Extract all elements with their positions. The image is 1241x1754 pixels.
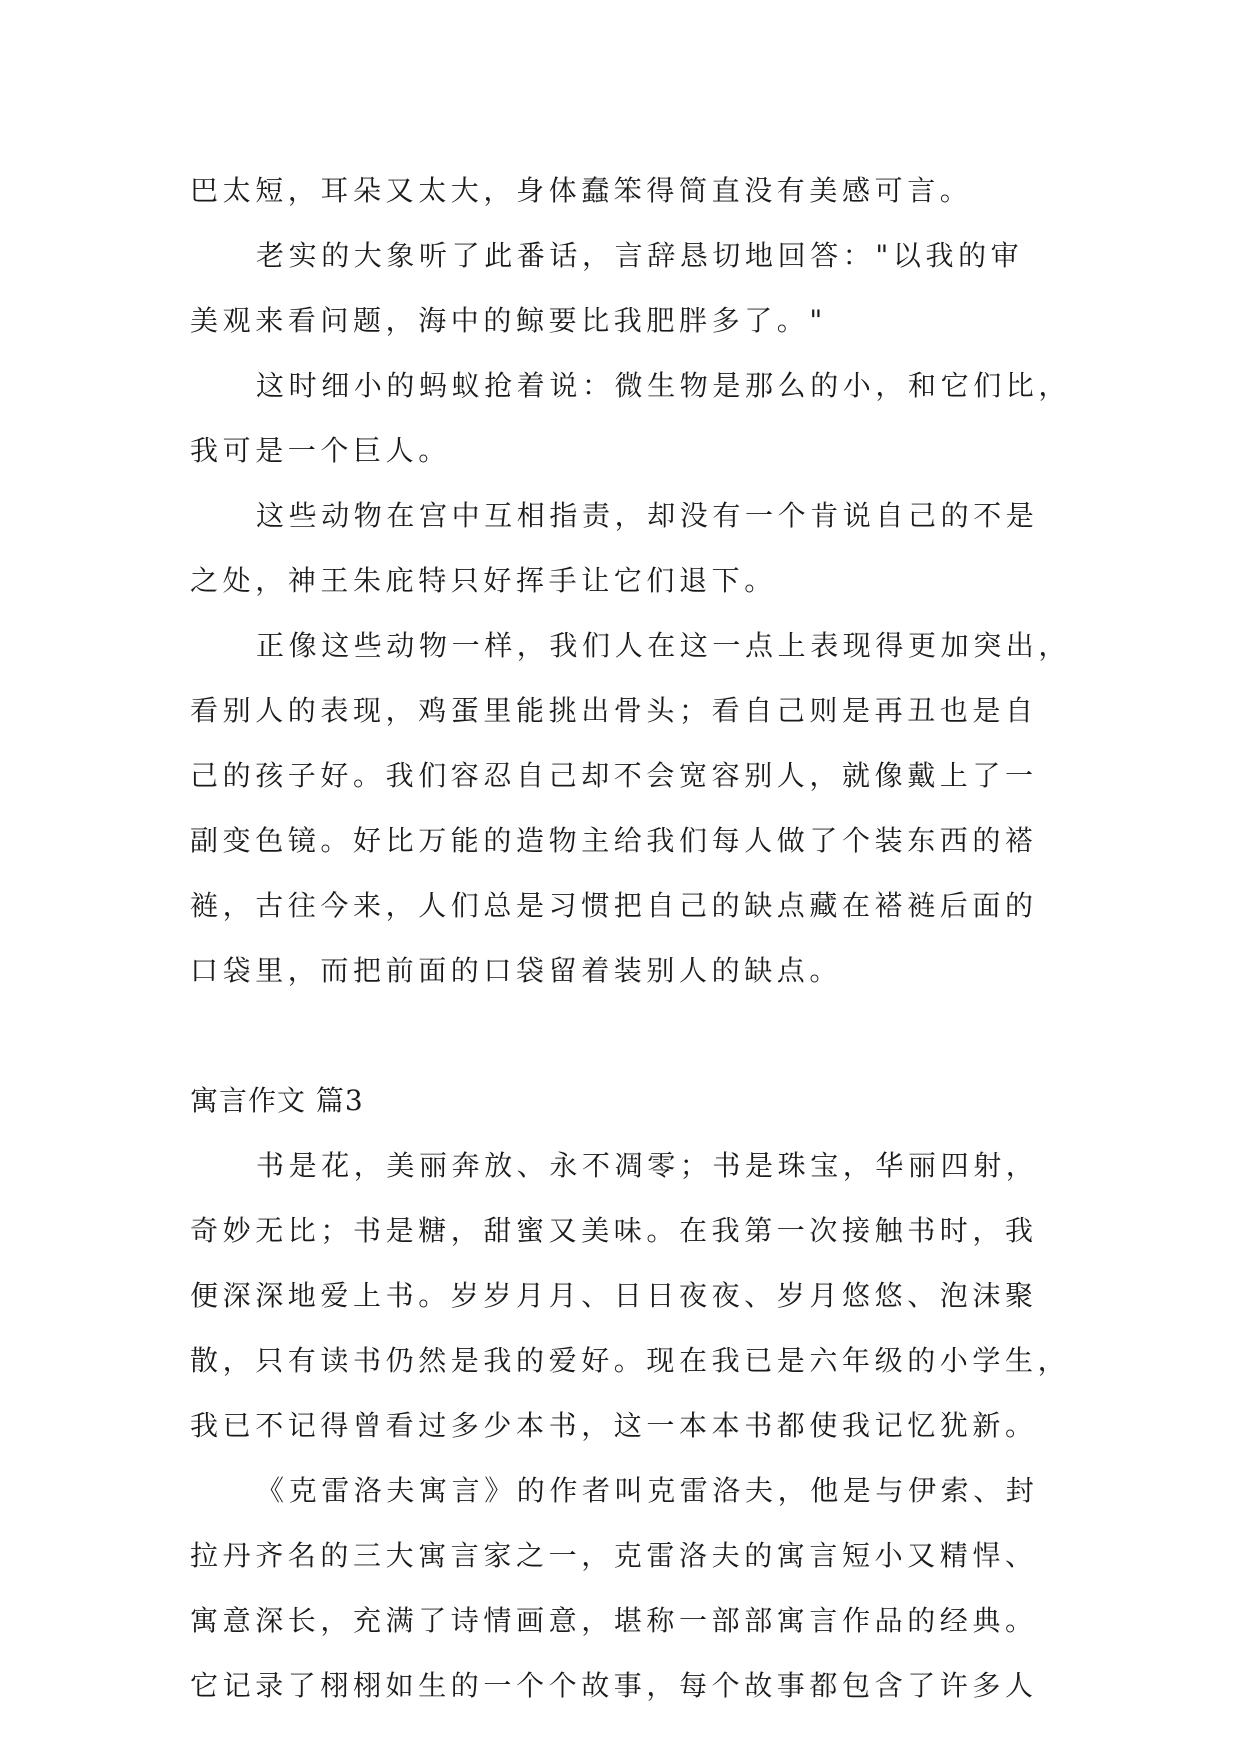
text-line: 拉丹齐名的三大寓言家之一，克雷洛夫的寓言短小又精悍、 (190, 1539, 1038, 1572)
text-line: 奇妙无比；书是糖，甜蜜又美味。在我第一次接触书时，我 (190, 1214, 1038, 1247)
text-line: 我可是一个巨人。 (190, 434, 451, 467)
text-line: 正像这些动物一样，我们人在这一点上表现得更加突出， (256, 629, 1072, 662)
text-line: 这时细小的蚂蚁抢着说：微生物是那么的小，和它们比， (256, 369, 1072, 402)
document-body (190, 158, 1072, 1718)
text-line: 便深深地爱上书。岁岁月月、日日夜夜、岁月悠悠、泡沫聚 (190, 1279, 1038, 1312)
text-line: 书是花，美丽奔放、永不凋零；书是珠宝，华丽四射， (256, 1149, 1039, 1182)
text-line: 这些动物在宫中互相指责，却没有一个肯说自己的不是 (256, 499, 1039, 532)
section-gap (190, 1003, 1050, 1068)
text-line: 副变色镜。好比万能的造物主给我们每人做了个装东西的褡 (190, 824, 1038, 857)
text-line: 老实的大象听了此番话，言辞恳切地回答："以我的审 (256, 239, 1024, 272)
text-line: 美观来看问题，海中的鲸要比我肥胖多了。" (190, 304, 827, 337)
text-line: 之处，神王朱庇特只好挥手让它们退下。 (190, 564, 777, 597)
text-line: 《克雷洛夫寓言》的作者叫克雷洛夫，他是与伊索、封 (256, 1474, 1039, 1507)
text-line: 看别人的表现，鸡蛋里能挑出骨头；看自己则是再丑也是自 (190, 694, 1038, 727)
text-line: 口袋里，而把前面的口袋留着装别人的缺点。 (190, 954, 843, 987)
text-line: 己的孩子好。我们容忍自己却不会宽容别人，就像戴上了一 (190, 759, 1038, 792)
text-line: 裢，古往今来，人们总是习惯把自己的缺点藏在褡裢后面的 (190, 889, 1038, 922)
text-line: 巴太短，耳朵又太大，身体蠢笨得简直没有美感可言。 (190, 174, 973, 207)
section-heading: 寓言作文 篇3 (190, 1084, 364, 1117)
paragraph-block-bottom (190, 1133, 1071, 1718)
text-line: 它记录了栩栩如生的一个个故事，每个故事都包含了许多人 (190, 1669, 1038, 1702)
text-line: 散，只有读书仍然是我的爱好。现在我已是六年级的小学生， (190, 1344, 1071, 1377)
text-line: 我已不记得曾看过多少本书，这一本本书都使我记忆犹新。 (190, 1409, 1038, 1442)
text-line: 寓意深长，充满了诗情画意，堪称一部部寓言作品的经典。 (190, 1604, 1038, 1637)
paragraph-block-top (190, 158, 1072, 1003)
